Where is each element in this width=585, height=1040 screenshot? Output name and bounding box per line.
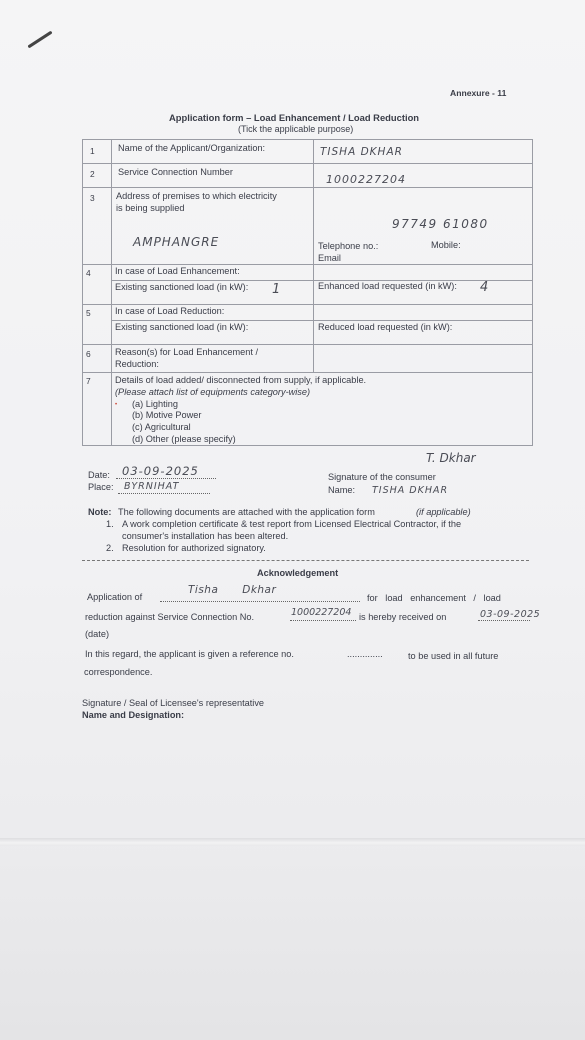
annexure-label: Annexure - 11: [450, 88, 507, 98]
row-divider: [82, 372, 533, 373]
note-item-1-cont: consumer's installation has been altered.: [122, 531, 289, 541]
load-details-note: (Please attach list of equipments category-wise): [115, 387, 311, 397]
note-item-2: Resolution for authorized signatory.: [122, 543, 266, 553]
row-number: 6: [86, 349, 91, 359]
table-top-border: [82, 139, 533, 140]
reduction-heading: In case of Load Reduction:: [115, 306, 225, 316]
consumer-signature-label: Signature of the consumer: [328, 472, 436, 482]
consumer-name-label: Name:: [328, 485, 356, 495]
place-label: Place:: [88, 482, 114, 492]
consumer-name-value: TISHA DKHAR: [372, 485, 449, 496]
ack-correspondence: correspondence.: [84, 667, 153, 677]
row-number: 5: [86, 308, 91, 318]
telephone-label: Telephone no.:: [318, 241, 379, 251]
ack-applicant-dots: [160, 601, 360, 602]
row-number: 4: [86, 268, 91, 278]
load-details-label: Details of load added/ disconnected from supply, if applicable.: [115, 375, 367, 385]
row-number: 3: [90, 193, 95, 203]
row-number: 2: [90, 169, 95, 179]
form-title: Application form – Load Enhancement / Load Reduction: [169, 112, 420, 123]
address-label: Address of premises to which electricity: [116, 191, 277, 201]
date-label: Date:: [88, 470, 110, 480]
row-divider: [82, 163, 533, 164]
existing-load-label: Existing sanctioned load (in kW):: [115, 322, 249, 332]
note-item-1: A work completion certificate & test report from Licensed Electrical Contractor, if the: [122, 519, 462, 529]
phone-number-value: 97749 61080: [392, 217, 489, 231]
ack-reference-text-cont: to be used in all future: [408, 651, 499, 661]
note-item-number: 2.: [106, 543, 114, 553]
reduced-load-label: Reduced load requested (in kW):: [318, 322, 453, 332]
ack-application-of: Application of: [87, 592, 143, 602]
enhanced-load-label: Enhanced load requested (in kW):: [318, 281, 457, 291]
number-column-divider: [111, 139, 112, 445]
table-left-border: [82, 139, 83, 445]
row-divider: [111, 320, 533, 321]
ack-applicant-name: Tisha Dkhar: [188, 584, 277, 596]
ack-received-on: is hereby received on: [359, 612, 447, 622]
place-value: BYRNIHAT: [124, 481, 180, 492]
note-text-italic: (if applicable): [416, 507, 471, 517]
reason-label-cont: Reduction:: [115, 359, 159, 369]
enhanced-load-value: 4: [480, 280, 490, 295]
ack-date-dots: [478, 620, 530, 621]
ack-reduction-against: reduction against Service Connection No.: [85, 612, 255, 622]
email-label: Email: [318, 253, 341, 263]
ack-reference-dots: ..............: [347, 649, 383, 659]
place-underline: [118, 493, 210, 494]
existing-load-value: 1: [272, 282, 282, 297]
mobile-label: Mobile:: [431, 240, 461, 250]
row-divider: [82, 344, 533, 345]
ack-for-load: for load enhancement / load: [367, 593, 501, 603]
row-number: 1: [90, 146, 95, 156]
note-text: The following documents are attached with the application form: [118, 507, 375, 517]
date-value: 03-09-2025: [122, 464, 199, 478]
page-fold: [0, 838, 585, 846]
address-label-cont: is being supplied: [116, 203, 185, 213]
reason-label: Reason(s) for Load Enhancement /: [115, 347, 258, 357]
acknowledgement-title: Acknowledgement: [257, 568, 339, 578]
form-subtitle: (Tick the applicable purpose): [238, 124, 354, 134]
row-divider: [82, 304, 533, 305]
applicant-name-value: TISHA DKHAR: [320, 146, 403, 158]
ack-reference-text: In this regard, the applicant is given a reference no.: [85, 649, 294, 659]
load-item-lighting: (a) Lighting: [132, 399, 178, 409]
load-item-agricultural: (c) Agricultural: [132, 422, 191, 432]
table-bottom-border: [82, 445, 533, 446]
ack-date-paren: (date): [85, 629, 110, 639]
ack-received-date: 03-09-2025: [480, 609, 541, 620]
ack-connection-number: 1000227204: [291, 607, 352, 618]
address-value: AMPHANGRE: [133, 235, 220, 249]
name-designation-label: Name and Designation:: [82, 710, 185, 720]
note-item-number: 1.: [106, 519, 114, 529]
ack-connection-dots: [290, 620, 356, 621]
service-connection-value: 1000227204: [326, 173, 406, 186]
load-item-other: (d) Other (please specify): [132, 434, 236, 444]
section-separator: [82, 560, 529, 561]
table-right-border: [532, 139, 533, 445]
load-item-motive-power: (b) Motive Power: [132, 410, 202, 420]
note-label: Note:: [88, 507, 112, 517]
licensee-signature-label: Signature / Seal of Licensee's representative: [82, 698, 265, 708]
row-number: 7: [86, 376, 91, 386]
consumer-signature: T. Dkhar: [426, 451, 476, 465]
row-divider: [82, 187, 533, 188]
existing-load-label: Existing sanctioned load (in kW):: [115, 282, 249, 292]
row-divider: [82, 264, 533, 265]
date-underline: [116, 478, 216, 479]
service-connection-label: Service Connection Number: [118, 167, 233, 177]
applicant-name-label: Name of the Applicant/Organization:: [118, 143, 266, 153]
enhancement-heading: In case of Load Enhancement:: [115, 266, 240, 276]
value-column-divider: [313, 139, 314, 373]
bullet-mark: •: [115, 402, 118, 408]
